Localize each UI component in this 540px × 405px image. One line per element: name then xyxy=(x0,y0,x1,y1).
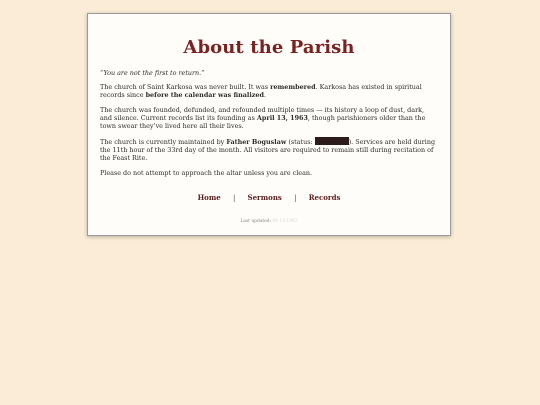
footer-nav xyxy=(100,193,438,203)
nav-separator: | xyxy=(294,194,297,202)
epigraph: “You are not the first to return.” xyxy=(100,69,205,77)
text: The church is currently maintained by xyxy=(100,138,227,146)
text: . xyxy=(263,91,266,99)
last-updated xyxy=(100,219,438,225)
redacted-status-block xyxy=(315,137,349,145)
last-updated-label: Last updated: xyxy=(240,219,272,224)
emphasis-father-name: Father Boguslaw xyxy=(226,138,287,146)
text: , though parishioners older than the town swear they’ve lived here all their lives. xyxy=(100,114,426,130)
text: (status: xyxy=(286,138,315,146)
text: The church was founded, defunded, and refounded multiple times — its history a loop of dust, dark, and silence. Current records list its founding as xyxy=(100,106,425,122)
paragraph-origin xyxy=(100,83,438,99)
emphasis-founding-date: April 13, 1963 xyxy=(256,114,308,122)
paragraph-history xyxy=(100,106,438,130)
last-updated-value: 04.13.1963 xyxy=(272,219,298,224)
about-card xyxy=(87,13,451,236)
page-title: About the Parish xyxy=(183,37,355,58)
nav-link-sermons[interactable]: Sermons xyxy=(247,193,282,202)
paragraph-warning: Please do not attempt to approach the altar unless you are clean. xyxy=(100,169,313,177)
text: The church of Saint Karkosa was never built. It was xyxy=(100,83,271,91)
emphasis-remembered: remembered xyxy=(270,83,316,91)
paragraph-maintainer xyxy=(100,137,438,162)
text: . Karkosa has existed in spiritual records since xyxy=(100,83,422,99)
emphasis-calendar: before the calendar was finalized xyxy=(145,91,264,99)
nav-link-home[interactable]: Home xyxy=(197,193,221,202)
nav-separator: | xyxy=(232,194,236,202)
nav-link-records[interactable]: Records xyxy=(308,193,341,202)
text: ). Services are held during the 11th hour of the 33rd day of the month. All visitors are required to remain still during recitation of the Feast Rite. xyxy=(100,138,436,162)
